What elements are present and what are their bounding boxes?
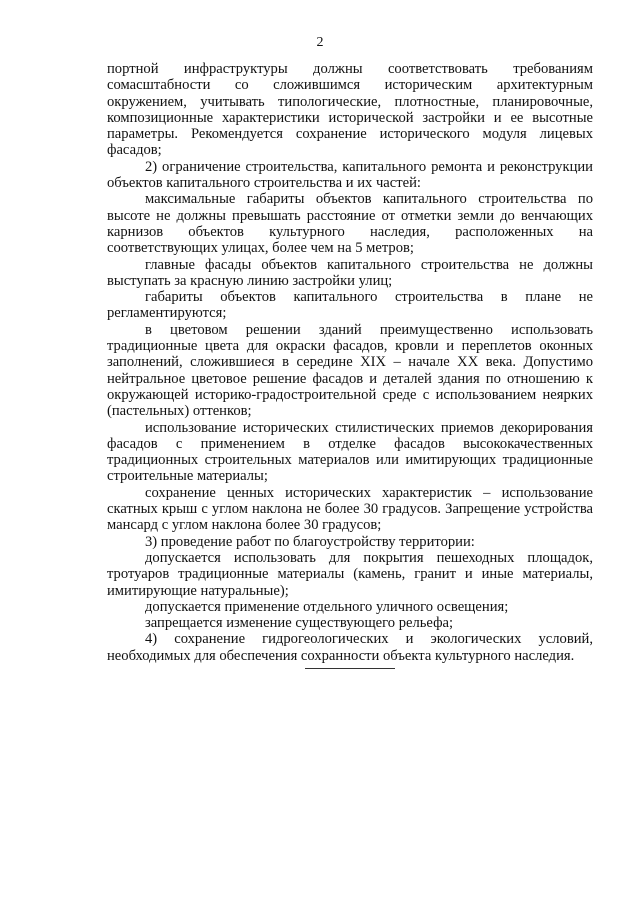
paragraph-street-lighting: допускается применение отдельного уличного освещения; <box>145 598 509 615</box>
end-of-document-rule <box>305 668 395 669</box>
paragraph-continuation: портной инфраструктуры должны соответствовать требованиям сомасштабности со сложившимся историческим архитектурным окружением, учитывать типологические, плотностные, планировочные, композиционные характеристики исторической застройки и ее высотные параметры. Рекомендуется сохранение исторического модуля лицевых фасадов; <box>107 61 593 159</box>
paragraph-plan-dimensions: габариты объектов капитального строительства в плане не регламентируются; <box>107 289 593 322</box>
paragraph-item-4: 4) сохранение гидрогеологических и экологических условий, необходимых для обеспечения сохранности объекта культурного наследия. <box>107 631 593 664</box>
paragraph-relief: запрещается изменение существующего рельефа; <box>145 615 454 632</box>
paragraph-color-solution: в цветовом решении зданий преимущественно использовать традиционные цвета для окраски фасадов, кровли и переплетов оконных заполнений, сложившиеся в середине XIX – начале XX века. Допустимо нейтральное цветовое решение фасадов и деталей здания по отношению к окружающей историко-градостроительной среде с использованием неярких (пастельных) оттенков; <box>107 321 593 420</box>
paragraph-roof-characteristics: сохранение ценных исторических характеристик – использование скатных крыш с углом наклона не более 30 градусов. Запрещение устройства мансард с углом наклона более 30 градусов; <box>107 484 593 534</box>
document-body <box>107 61 593 664</box>
paragraph-item-3: 3) проведение работ по благоустройству территории: <box>145 533 475 550</box>
paragraph-item-2: 2) ограничение строительства, капитального ремонта и реконструкции объектов капитального строительства и их частей: <box>107 158 593 192</box>
page-number: 2 <box>316 35 324 50</box>
paragraph-decoration-techniques: использование исторических стилистических приемов декорирования фасадов с применением в отделке фасадов высококачественных традиционных строительных материалов или имитирующих традиционные строительные материалы; <box>107 419 593 485</box>
paragraph-paving-materials: допускается использовать для покрытия пешеходных площадок, тротуаров традиционные материалы (камень, гранит и иные материалы, имитирующие натуральные); <box>107 549 593 599</box>
paragraph-main-facades: главные фасады объектов капитального строительства не должны выступать за красную линию застройки улиц; <box>107 256 593 289</box>
paragraph-max-height: максимальные габариты объектов капитального строительства по высоте не должны превышать расстояние от отметки земли до венчающих карнизов объектов культурного наследия, расположенных на соответствующих улицах, более чем на 5 метров; <box>107 191 593 257</box>
